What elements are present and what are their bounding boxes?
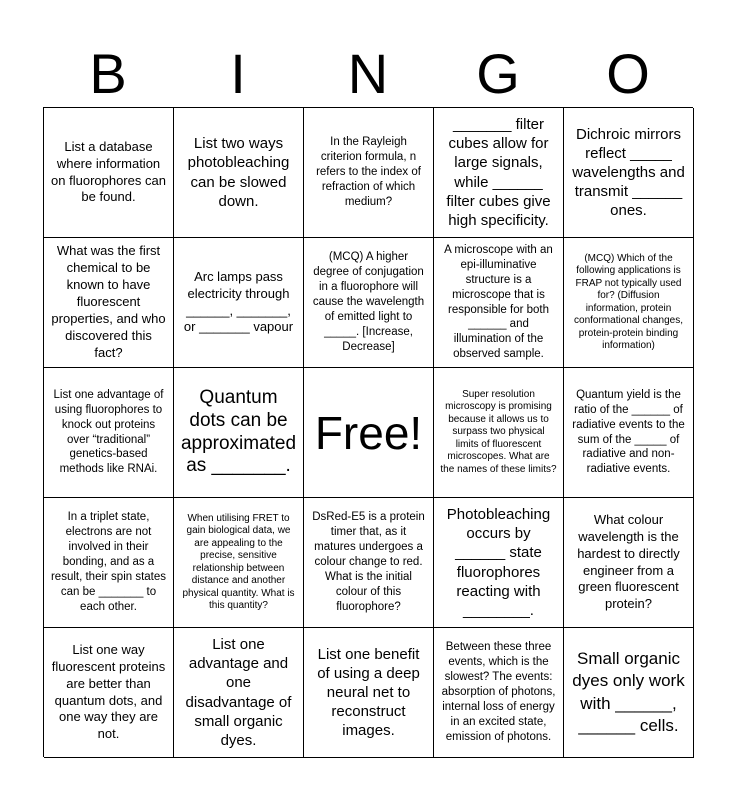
bingo-cell-r5-c5: Small organic dyes only work with ______, ______ cells. [564, 628, 694, 758]
bingo-cell-r3-c2: Quantum dots can be approximated as _______. [174, 368, 304, 498]
bingo-cell-r4-c1: In a triplet state, electrons are not involved in their bonding, and as a result, their spin states can be _______ to each other. [44, 498, 174, 628]
header-letter-o: O [606, 42, 650, 105]
bingo-cell-r3-c1: List one advantage of using fluorophores to knock out proteins over “traditional” genetics-based methods like RNAi. [44, 368, 174, 498]
bingo-cell-r5-c3: List one benefit of using a deep neural net to reconstruct images. [304, 628, 434, 758]
bingo-cell-r1-c4: _______ filter cubes allow for large signals, while ______ filter cubes give high specificity. [434, 108, 564, 238]
bingo-cell-r4-c4: Photobleaching occurs by ______ state fluorophores reacting with ________. [434, 498, 564, 628]
bingo-cell-r3-c4: Super resolution microscopy is promising because it allows us to surpass two physical limits of fluorescent microscopes. What are the names of these limits? [434, 368, 564, 498]
bingo-cell-r1-c3: In the Rayleigh criterion formula, n refers to the index of refraction of which medium? [304, 108, 434, 238]
header-letter-i: I [230, 42, 246, 105]
free-space: Free! [304, 368, 434, 498]
bingo-cell-r3-c5: Quantum yield is the ratio of the ______ of radiative events to the sum of the _____ of radiative and non-radiative events. [564, 368, 694, 498]
header-letter-g: G [476, 42, 520, 105]
bingo-cell-r5-c2: List one advantage and one disadvantage of small organic dyes. [174, 628, 304, 758]
bingo-cell-r4-c3: DsRed-E5 is a protein timer that, as it matures undergoes a colour change to red. What is the initial colour of this fluorophore? [304, 498, 434, 628]
bingo-cell-r4-c2: When utilising FRET to gain biological data, we are appealing to the precise, sensitive relationship between distance and another physical quantity. What is this quantity? [174, 498, 304, 628]
bingo-cell-r1-c2: List two ways photobleaching can be slowed down. [174, 108, 304, 238]
bingo-header [43, 40, 693, 108]
bingo-cell-r1-c5: Dichroic mirrors reflect _____ wavelengths and transmit ______ ones. [564, 108, 694, 238]
header-letter-n: N [347, 42, 389, 105]
bingo-cell-r2-c4: A microscope with an epi-illuminative structure is a microscope that is responsible for both ______ and illumination of the observed sample. [434, 238, 564, 368]
bingo-cell-r5-c1: List one way fluorescent proteins are better than quantum dots, and one way they are not. [44, 628, 174, 758]
header-letter-b: B [89, 42, 127, 105]
bingo-cell-r1-c1: List a database where information on fluorophores can be found. [44, 108, 174, 238]
bingo-cell-r2-c1: What was the first chemical to be known to have fluorescent properties, and who discovered this fact? [44, 238, 174, 368]
bingo-cell-r2-c2: Arc lamps pass electricity through ______, _______, or _______ vapour [174, 238, 304, 368]
bingo-cell-r5-c4: Between these three events, which is the slowest? The events: absorption of photons, internal loss of energy in an excited state, emission of photons. [434, 628, 564, 758]
bingo-cell-r4-c5: What colour wavelength is the hardest to directly engineer from a green fluorescent protein? [564, 498, 694, 628]
bingo-cell-r2-c5: (MCQ) Which of the following applications is FRAP not typically used for? (Diffusion information, protein conformational changes, protein-protein binding information) [564, 238, 694, 368]
bingo-cell-r2-c3: (MCQ) A higher degree of conjugation in a fluorophore will cause the wavelength of emitted light to _____. [Increase, Decrease] [304, 238, 434, 368]
bingo-grid [43, 107, 693, 757]
